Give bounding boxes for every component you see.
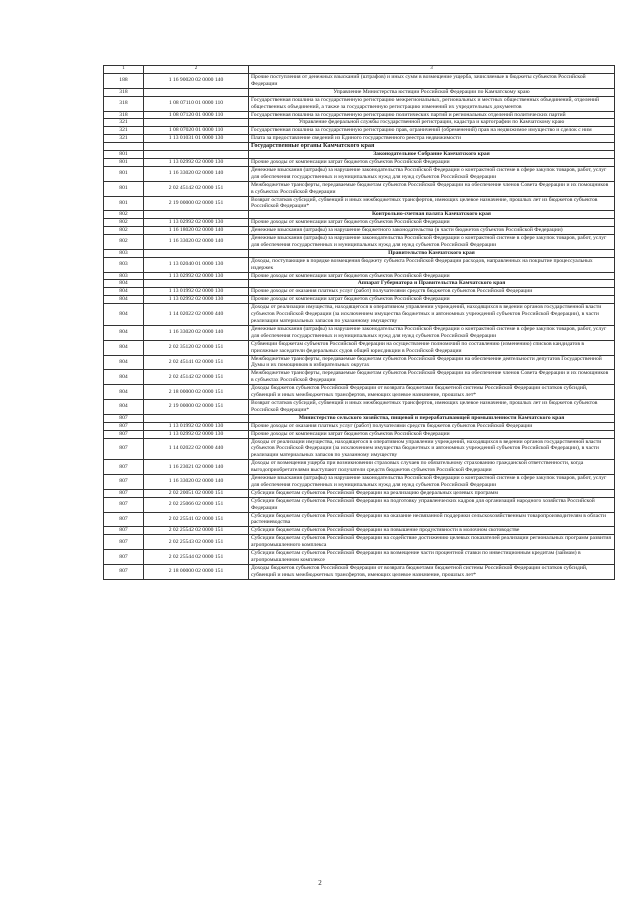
page-number: 2 (318, 879, 322, 887)
admin-code-cell: 321 (104, 119, 144, 127)
admin-code-cell: 318 (104, 96, 144, 111)
description-cell: Межбюджетные трансферты, передаваемые бюджетам субъектов Российской Федерации на обеспечение членов Совета Федерации и их помощников в субъектах Российской Федерации (249, 370, 615, 385)
description-cell: Прочие доходы от компенсации затрат бюджетов субъектов Российской Федерации (249, 272, 615, 280)
table-row (104, 74, 615, 89)
admin-code-cell: 804 (104, 304, 144, 326)
table-row (104, 489, 615, 497)
admin-code-cell: 807 (104, 460, 144, 475)
revenue-code-cell: 2 02 25066 02 0000 151 (144, 497, 249, 512)
revenue-code-cell (144, 119, 249, 127)
revenue-classification-table (103, 65, 615, 580)
description-cell: Государственная пошлина за государственную регистрацию политических партий и региональных отделений политических партий (249, 111, 615, 119)
table-row (104, 166, 615, 181)
description-cell: Межбюджетные трансферты, передаваемые бюджетам субъектов Российской Федерации на обеспечение деятельности депутатов Государственной Думы и их помощников в избирательных округах (249, 355, 615, 370)
admin-code-cell: 807 (104, 430, 144, 438)
group-heading-row (104, 143, 615, 151)
description-cell: Аппарат Губернатора и Правительства Камчатского края (249, 280, 615, 288)
admin-code-cell: 321 (104, 135, 144, 143)
admin-code-cell: 804 (104, 370, 144, 385)
revenue-code-cell (144, 414, 249, 422)
description-cell: Возврат остатков субсидий, субвенций и иных межбюджетных трансфертов, имеющих целевое назначение, прошлых лет из бюджетов субъектов Российской Федерации* (249, 196, 615, 211)
table-row (104, 296, 615, 304)
table-row (104, 355, 615, 370)
section-heading-row (104, 414, 615, 422)
header-col-1: 1 (104, 66, 144, 74)
revenue-code-cell: 1 13 02992 02 0000 130 (144, 158, 249, 166)
admin-code-cell: 803 (104, 272, 144, 280)
admin-code-cell: 801 (104, 151, 144, 159)
description-cell: Доходы, поступающие в порядке возмещения бюджету субъекта Российской Федерации расходов, направленных на покрытие процессуальных издержек (249, 257, 615, 272)
admin-code-cell: 804 (104, 385, 144, 400)
revenue-code-cell: 2 02 25543 02 0000 151 (144, 535, 249, 550)
description-cell: Доходы от возмещения ущерба при возникновении страховых случаев по обязательному страхованию гражданской ответственности, когда выгодоприобретателями выступают получатели средств бюджетов субъектов Российской Федерации (249, 460, 615, 475)
section-heading-row (104, 151, 615, 159)
revenue-code-cell: 2 02 35120 02 0000 151 (144, 340, 249, 355)
admin-code-cell: 804 (104, 280, 144, 288)
admin-code-cell: 801 (104, 166, 144, 181)
revenue-code-cell: 1 13 02992 02 0000 130 (144, 272, 249, 280)
revenue-code-cell: 1 16 33020 02 0000 140 (144, 235, 249, 250)
section-heading-row (104, 249, 615, 257)
description-cell: Денежные взыскания (штрафы) за нарушение законодательства Российской Федерации о контрактной системе в сфере закупок товаров, работ, услуг для обеспечения государственных и муниципальных нужд для нужд субъектов Российской Федерации (249, 475, 615, 490)
revenue-code-cell: 1 08 07120 01 0000 110 (144, 111, 249, 119)
table-row (104, 272, 615, 280)
table-row (104, 111, 615, 119)
admin-code-cell: 802 (104, 227, 144, 235)
admin-code-cell: 318 (104, 88, 144, 96)
description-cell: Субсидии бюджетам субъектов Российской Федерации на возмещение части процентной ставки по инвестиционным кредитам (займам) в агропромышленном комплексе (249, 550, 615, 565)
header-col-2: 2 (144, 66, 249, 74)
revenue-code-cell: 2 02 45142 02 0000 151 (144, 181, 249, 196)
admin-code-cell: 807 (104, 527, 144, 535)
revenue-code-cell (144, 211, 249, 219)
revenue-code-cell: 1 13 02040 01 0000 130 (144, 257, 249, 272)
admin-code-cell: 804 (104, 340, 144, 355)
admin-code-cell: 807 (104, 564, 144, 579)
description-cell: Денежные взыскания (штрафы) за нарушение законодательства Российской Федерации о контрактной системе в сфере закупок товаров, работ, услуг для обеспечения государственных и муниципальных нужд для нужд субъектов Российской Федерации (249, 235, 615, 250)
revenue-code-cell: 1 14 02022 02 0000 440 (144, 304, 249, 326)
section-heading-row (104, 280, 615, 288)
revenue-code-cell: 2 19 00000 02 0000 151 (144, 196, 249, 211)
table-row (104, 196, 615, 211)
table-header-row (104, 66, 615, 74)
description-cell: Межбюджетные трансферты, передаваемые бюджетам субъектов Российской Федерации на обеспечение членов Совета Федерации и их помощников в субъектах Российской Федерации (249, 181, 615, 196)
admin-code-cell: 807 (104, 512, 144, 527)
description-cell: Денежные взыскания (штрафы) за нарушение законодательства Российской Федерации о контрактной системе в сфере закупок товаров, работ, услуг для обеспечения государственных и муниципальных нужд для нужд субъектов Российской Федерации (249, 166, 615, 181)
admin-code-cell: 807 (104, 438, 144, 460)
admin-code-cell: 803 (104, 249, 144, 257)
table-row (104, 227, 615, 235)
revenue-code-cell: 1 16 18020 02 0000 140 (144, 227, 249, 235)
description-cell: Возврат остатков субсидий, субвенций и иных межбюджетных трансфертов, имеющих целевое назначение, прошлых лет из бюджетов субъектов Российской Федерации* (249, 399, 615, 414)
revenue-code-cell (144, 151, 249, 159)
table-row (104, 340, 615, 355)
admin-code-cell: 802 (104, 219, 144, 227)
admin-code-cell: 318 (104, 111, 144, 119)
admin-code-cell: 804 (104, 288, 144, 296)
admin-code-cell: 804 (104, 399, 144, 414)
table-row (104, 460, 615, 475)
revenue-code-cell: 1 14 02022 02 0000 440 (144, 438, 249, 460)
admin-code-cell: 801 (104, 181, 144, 196)
revenue-code-cell: 2 02 25541 02 0000 151 (144, 512, 249, 527)
revenue-code-cell: 2 02 25544 02 0000 151 (144, 550, 249, 565)
table-row (104, 257, 615, 272)
revenue-code-cell (144, 143, 249, 151)
table-row (104, 325, 615, 340)
description-cell: Субсидии бюджетам субъектов Российской Федерации на реализацию федеральных целевых программ (249, 489, 615, 497)
description-cell: Субсидии бюджетам субъектов Российской Федерации на содействие достижению целевых показателей реализации региональных программ развития агропромышленного комплекса (249, 535, 615, 550)
admin-code-cell: 807 (104, 550, 144, 565)
revenue-code-cell: 2 02 20051 02 0000 151 (144, 489, 249, 497)
section-heading-row (104, 119, 615, 127)
revenue-code-cell: 1 08 07110 01 0000 110 (144, 96, 249, 111)
admin-code-cell: 804 (104, 355, 144, 370)
description-cell: Субсидии бюджетам субъектов Российской Федерации на оказание несвязанной поддержки сельскохозяйственным товаропроизводителям в области растениеводства (249, 512, 615, 527)
revenue-code-cell (144, 280, 249, 288)
admin-code-cell: 804 (104, 325, 144, 340)
table-row (104, 497, 615, 512)
table-row (104, 512, 615, 527)
table-row (104, 370, 615, 385)
revenue-code-cell: 1 13 01031 01 0000 130 (144, 135, 249, 143)
admin-code-cell: 804 (104, 296, 144, 304)
revenue-code-cell: 2 02 45141 02 0000 151 (144, 355, 249, 370)
description-cell: Доходы от реализации имущества, находящегося в оперативном управлении учреждений, находящихся в ведении органов государственной власти субъектов Российской Федерации (за исключением имущества бюджетных и автономных учреждений субъектов Российской Федерации), в части реализации материальных запасов по указанному имуществу (249, 304, 615, 326)
table-row (104, 550, 615, 565)
table-row (104, 438, 615, 460)
header-col-3: 3 (249, 66, 615, 74)
admin-code-cell: 801 (104, 196, 144, 211)
table-row (104, 235, 615, 250)
description-cell: Доходы от реализации имущества, находящегося в оперативном управлении учреждений, находящихся в ведении органов государственной власти субъектов Российской Федерации (за исключением имущества бюджетных и автономных учреждений субъектов Российской Федерации), в части реализации материальных запасов по указанному имуществу (249, 438, 615, 460)
table-row (104, 430, 615, 438)
description-cell: Прочие доходы от компенсации затрат бюджетов субъектов Российской Федерации (249, 219, 615, 227)
description-cell: Прочие доходы от оказания платных услуг (работ) получателями средств бюджетов субъектов Российской Федерации (249, 422, 615, 430)
table-row (104, 535, 615, 550)
table-row (104, 385, 615, 400)
revenue-code-cell: 1 13 02992 02 0000 130 (144, 430, 249, 438)
description-cell: Прочие доходы от оказания платных услуг (работ) получателями средств бюджетов субъектов Российской Федерации (249, 288, 615, 296)
admin-code-cell: 807 (104, 489, 144, 497)
table-row (104, 475, 615, 490)
revenue-code-cell: 1 16 33020 02 0000 140 (144, 325, 249, 340)
table-row (104, 127, 615, 135)
revenue-code-cell: 2 02 45142 02 0000 151 (144, 370, 249, 385)
admin-code-cell: 321 (104, 127, 144, 135)
revenue-code-cell: 1 13 01992 02 0000 130 (144, 288, 249, 296)
description-cell: Государственная пошлина за государственную регистрацию межрегиональных, региональных и местных общественных объединений, отделений общественных объединений, а также за государственную регистрацию изменений их учредительных документов (249, 96, 615, 111)
description-cell: Субвенции бюджетам субъектов Российской Федерации на осуществление полномочий по составлению (изменению) списков кандидатов в присяжные заседатели федеральных судов общей юрисдикции в Российской Федерации (249, 340, 615, 355)
revenue-code-cell: 2 02 25542 02 0000 151 (144, 527, 249, 535)
revenue-code-cell: 2 18 00000 02 0000 151 (144, 385, 249, 400)
description-cell: Прочие доходы от компенсации затрат бюджетов субъектов Российской Федерации (249, 158, 615, 166)
table-row (104, 181, 615, 196)
revenue-code-cell: 1 16 33020 02 0000 140 (144, 475, 249, 490)
admin-code-cell: 807 (104, 475, 144, 490)
description-cell: Государственная пошлина за государственную регистрацию прав, ограничений (обременений) прав на недвижимое имущество и сделок с ним (249, 127, 615, 135)
admin-code-cell: 803 (104, 257, 144, 272)
description-cell: Денежные взыскания (штрафы) за нарушение бюджетного законодательства (в части бюджетов субъектов Российской Федерации) (249, 227, 615, 235)
revenue-code-cell: 1 13 01992 02 0000 130 (144, 422, 249, 430)
table-row (104, 135, 615, 143)
description-cell: Доходы бюджетов субъектов Российской Федерации от возврата бюджетами бюджетной системы Российской Федерации остатков субсидий, субвенций и иных межбюджетных трансфертов, имеющих целевое назначение, прошлых лет* (249, 564, 615, 579)
description-cell: Государственные органы Камчатского края (249, 143, 615, 151)
description-cell: Управление федеральной службы государственной регистрации, кадастра и картографии по Камчатскому краю (249, 119, 615, 127)
description-cell: Прочие поступления от денежных взысканий (штрафов) и иных сумм в возмещение ущерба, зачисляемые в бюджеты субъектов Российской Федерации (249, 74, 615, 89)
table-row (104, 219, 615, 227)
admin-code-cell: 807 (104, 497, 144, 512)
table-row (104, 304, 615, 326)
revenue-code-cell: 1 16 33020 02 0000 140 (144, 166, 249, 181)
description-cell: Прочие доходы от компенсации затрат бюджетов субъектов Российской Федерации (249, 430, 615, 438)
admin-code-cell: 801 (104, 158, 144, 166)
description-cell: Субсидии бюджетам субъектов Российской Федерации на подготовку управленческих кадров для организаций народного хозяйства Российской Федерации (249, 497, 615, 512)
table-row (104, 96, 615, 111)
revenue-code-cell (144, 249, 249, 257)
table-row (104, 399, 615, 414)
admin-code-cell: 188 (104, 74, 144, 89)
section-heading-row (104, 88, 615, 96)
revenue-code-cell: 1 08 07020 01 0000 110 (144, 127, 249, 135)
revenue-code-cell: 2 18 00000 02 0000 151 (144, 564, 249, 579)
revenue-code-cell: 1 16 90020 02 0000 140 (144, 74, 249, 89)
admin-code-cell (104, 143, 144, 151)
table-row (104, 422, 615, 430)
revenue-code-cell: 1 13 02992 02 0000 130 (144, 296, 249, 304)
description-cell: Плата за предоставление сведений из Единого государственного реестра недвижимости (249, 135, 615, 143)
revenue-code-cell (144, 88, 249, 96)
description-cell: Доходы бюджетов субъектов Российской Федерации от возврата бюджетами бюджетной системы Российской Федерации остатков субсидий, субвенций и иных межбюджетных трансфертов, имеющих целевое назначение, прошлых лет* (249, 385, 615, 400)
revenue-code-cell: 1 13 02992 02 0000 130 (144, 219, 249, 227)
table-row (104, 288, 615, 296)
table-row (104, 158, 615, 166)
revenue-code-cell: 2 19 00000 02 0000 151 (144, 399, 249, 414)
description-cell: Прочие доходы от компенсации затрат бюджетов субъектов Российской Федерации (249, 296, 615, 304)
table-row (104, 527, 615, 535)
description-cell: Денежные взыскания (штрафы) за нарушение законодательства Российской Федерации о контрактной системе в сфере закупок товаров, работ, услуг для обеспечения государственных и муниципальных нужд для нужд субъектов Российской Федерации (249, 325, 615, 340)
description-cell: Субсидии бюджетам субъектов Российской Федерации на повышение продуктивности в молочном скотоводстве (249, 527, 615, 535)
table-row (104, 564, 615, 579)
description-cell: Правительство Камчатского края (249, 249, 615, 257)
revenue-code-cell: 1 16 23021 02 0000 140 (144, 460, 249, 475)
admin-code-cell: 802 (104, 235, 144, 250)
description-cell: Управление Министерства юстиции Российской Федерации по Камчатскому краю (249, 88, 615, 96)
admin-code-cell: 802 (104, 211, 144, 219)
admin-code-cell: 807 (104, 414, 144, 422)
description-cell: Министерство сельского хозяйства, пищевой и перерабатывающей промышленности Камчатского края (249, 414, 615, 422)
admin-code-cell: 807 (104, 422, 144, 430)
description-cell: Законодательное Собрание Камчатского края (249, 151, 615, 159)
section-heading-row (104, 211, 615, 219)
description-cell: Контрольно-счетная палата Камчатского края (249, 211, 615, 219)
admin-code-cell: 807 (104, 535, 144, 550)
